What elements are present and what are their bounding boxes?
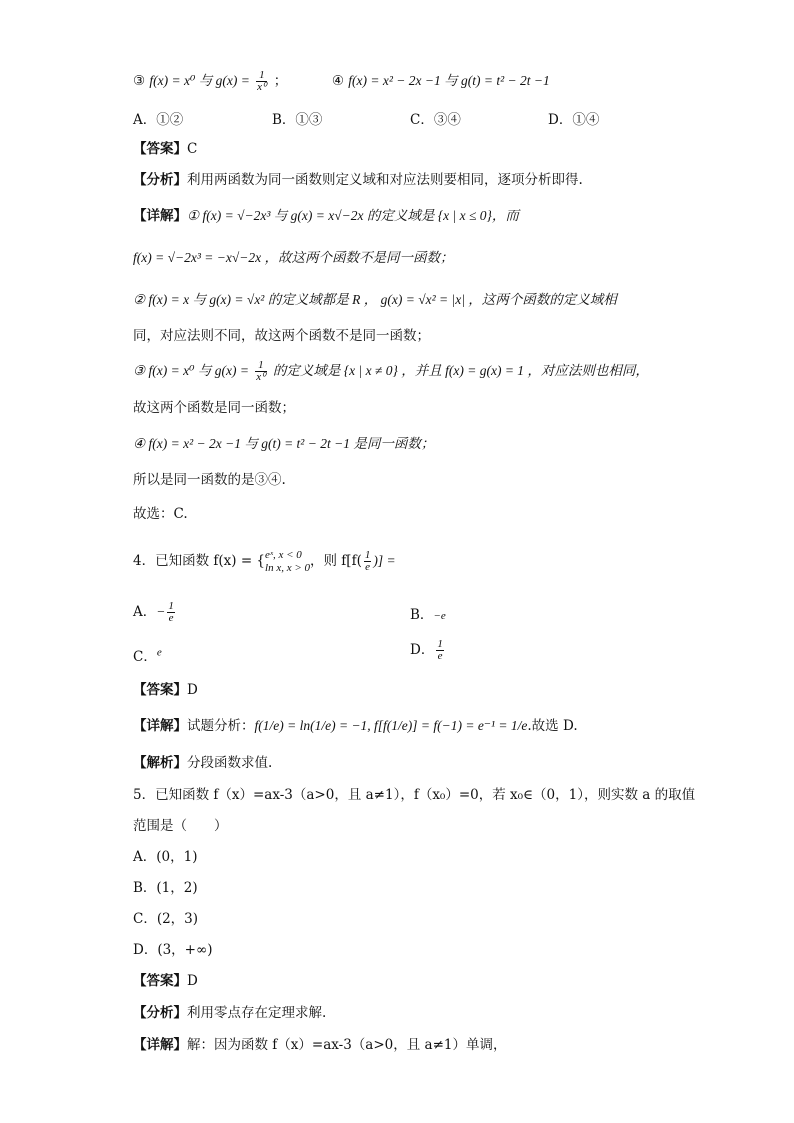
q3-detail-3a: ③ f(x) = x⁰ 与 g(x) = $\frac{1}{\text{x⁰}}$ 的定义域是 {x | x ≠ 0} ，并且 f(x) = g(x) = 1 ，对应法则也相同，: [133, 359, 649, 383]
q3-option-c: C．③④: [410, 112, 461, 128]
q4-option-b: B．−e: [410, 607, 446, 623]
q3-items-line: [133, 70, 550, 93]
q4-stem-fraction: $\frac{1}{e}$: [364, 549, 371, 573]
q3-conclusion: 所以是同一函数的是③④.: [133, 472, 286, 488]
q4-stem: 4．已知函数 f(x) = { eˣ, x < 0 ln x, x > 0 ，则 f[f( $\frac{1}{e}$ )] =: [133, 548, 396, 574]
q5-stem-line1: 5．已知函数 f（x）=ax-3（a>0，且 a≠1），f（x₀）=0，若 x₀∈（0，1），则实数 a 的取值: [133, 787, 696, 803]
q5-option-c: C．(2，3): [133, 911, 199, 927]
q4-detail: 【详解】试题分析：f(1/e) = ln(1/e) = −1, f[f(1/e)] = f(−1) = e⁻¹ = 1/e.故选 D.: [133, 718, 578, 734]
q3-analysis: 【分析】利用两函数为同一函数则定义域和对应法则要相同，逐项分析即得.: [133, 172, 583, 188]
q4-answer: 【答案】D: [133, 682, 198, 698]
q3-detail-3b: 故这两个函数是同一函数；: [133, 400, 295, 416]
q5-stem-line2: 范围是（ ）: [133, 818, 228, 834]
q4-option-d: D． $\frac{1}{e}$: [410, 638, 443, 662]
q3-choose: 故选：C.: [133, 506, 188, 522]
q4-option-a: A．− $\frac{1}{e}$: [133, 600, 174, 624]
q3-detail-2a: ② f(x) = x 与 g(x) = √x² 的定义域都是 R ， g(x) = √x² = |x| ，这两个函数的定义域相: [133, 292, 617, 307]
q3-detail-3-fraction: $\frac{1}{\text{x⁰}}$: [256, 359, 266, 383]
q5-option-a: A．(0，1): [133, 849, 198, 865]
q4-explain: 【解析】分段函数求值.: [133, 755, 273, 771]
q5-detail: 【详解】解：因为函数 f（x）=ax-3（a>0，且 a≠1）单调，: [133, 1037, 507, 1053]
q3-item4: ④ f(x) = x² − 2x −1 与 g(t) = t² − 2t −1: [331, 73, 550, 89]
q3-item3: ③ f(x) = x⁰ 与 g(x) = $\frac{1}{\text{x⁰}}$ ；: [133, 69, 288, 93]
q5-option-b: B．(1，2): [133, 880, 198, 896]
q5-answer: 【答案】D: [133, 973, 198, 989]
q3-detail-1a: 【详解】① f(x) = √−2x³ 与 g(x) = x√−2x 的定义域是 {x | x ≤ 0}，而: [133, 208, 519, 224]
q3-item3-fraction: $\frac{1}{\text{x⁰}}$: [257, 69, 267, 93]
q4-option-a-fraction: $\frac{1}{e}$: [168, 600, 174, 624]
q4-option-d-fraction: $\frac{1}{e}$: [437, 638, 443, 662]
q5-option-d: D．(3，+∞): [133, 942, 213, 958]
q5-analysis: 【分析】利用零点存在定理求解.: [133, 1005, 327, 1021]
q4-option-c: C．$^e$: [133, 646, 162, 665]
q3-option-b: B．①③: [272, 112, 323, 128]
q3-answer: 【答案】C: [133, 141, 198, 157]
q3-option-a: A．①②: [133, 112, 184, 128]
q4-piecewise-cases: eˣ, x < 0 ln x, x > 0: [265, 548, 311, 574]
q3-detail-4: ④ f(x) = x² − 2x −1 与 g(t) = t² − 2t −1 是同一函数；: [133, 436, 435, 451]
q3-option-d: D．①④: [548, 112, 600, 128]
q3-detail-2b: 同，对应法则不同，故这两个函数不是同一函数；: [133, 328, 430, 344]
q3-detail-1b: f(x) = √−2x³ = −x√−2x ，故这两个函数不是同一函数；: [133, 250, 454, 265]
